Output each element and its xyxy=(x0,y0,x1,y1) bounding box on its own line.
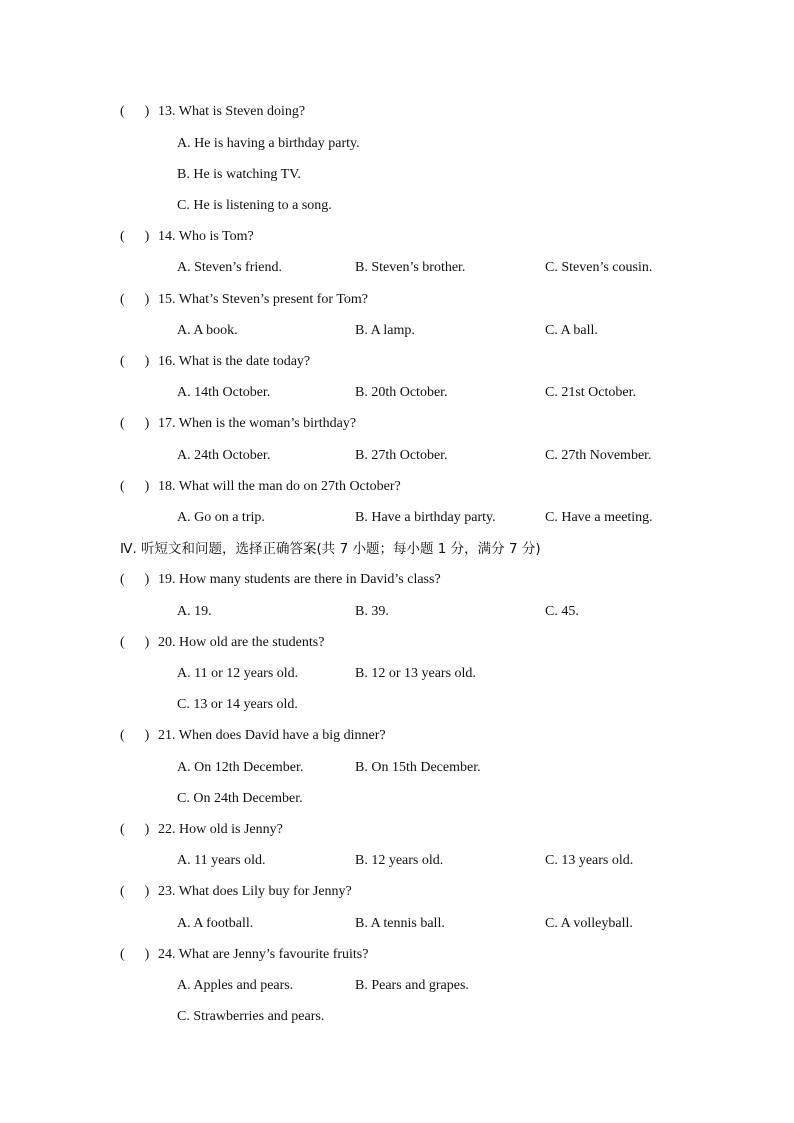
option-b: B. Pears and grapes. xyxy=(355,978,469,993)
option-a: A. A book. xyxy=(177,323,238,338)
answer-blank[interactable]: ( ) xyxy=(120,292,150,307)
option-b: B. On 15th December. xyxy=(355,760,481,775)
option-b: B. A tennis ball. xyxy=(355,916,445,931)
question-text: 19. How many students are there in David’s class? xyxy=(158,572,441,587)
option-a: A. 11 or 12 years old. xyxy=(177,666,299,681)
option-a: A. 19. xyxy=(177,604,212,619)
question-text: 18. What will the man do on 27th October? xyxy=(158,479,401,494)
question-text: 17. When is the woman’s birthday? xyxy=(158,416,357,431)
question-text: 15. What’s Steven’s present for Tom? xyxy=(158,292,369,307)
option-a: A. Go on a trip. xyxy=(177,510,265,525)
option-a: A. Steven’s friend. xyxy=(177,260,282,275)
question-text: 24. What are Jenny’s favourite fruits? xyxy=(158,947,369,962)
option-a: A. A football. xyxy=(177,916,254,931)
section-iv-title: Ⅳ. 听短文和问题，选择正确答案(共 7 小题；每小题 1 分，满分 7 分) xyxy=(120,541,541,557)
option-a: A. 11 years old. xyxy=(177,853,266,868)
option-c: C. 13 or 14 years old. xyxy=(177,697,298,712)
option-b: B. 20th October. xyxy=(355,385,448,400)
option-c: C. A ball. xyxy=(545,323,598,338)
option-a: A. He is having a birthday party. xyxy=(177,136,360,151)
option-b: B. Have a birthday party. xyxy=(355,510,496,525)
answer-blank[interactable]: ( ) xyxy=(120,635,150,650)
option-b: B. 39. xyxy=(355,604,389,619)
answer-blank[interactable]: ( ) xyxy=(120,884,150,899)
question-text: 16. What is the date today? xyxy=(158,354,311,369)
option-a: A. On 12th December. xyxy=(177,760,304,775)
option-c: C. He is listening to a song. xyxy=(177,198,332,213)
option-b: B. Steven’s brother. xyxy=(355,260,466,275)
option-c: C. 45. xyxy=(545,604,579,619)
question-text: 21. When does David have a big dinner? xyxy=(158,728,386,743)
option-c: C. Steven’s cousin. xyxy=(545,260,653,275)
question-text: 14. Who is Tom? xyxy=(158,229,254,244)
option-c: C. 21st October. xyxy=(545,385,636,400)
answer-blank[interactable]: ( ) xyxy=(120,947,150,962)
option-b: B. A lamp. xyxy=(355,323,415,338)
answer-blank[interactable]: ( ) xyxy=(120,728,150,743)
option-c: C. A volleyball. xyxy=(545,916,633,931)
answer-blank[interactable]: ( ) xyxy=(120,104,150,119)
option-b: B. He is watching TV. xyxy=(177,167,301,182)
option-a: A. 24th October. xyxy=(177,448,271,463)
option-b: B. 12 or 13 years old. xyxy=(355,666,476,681)
option-c: C. On 24th December. xyxy=(177,791,303,806)
option-c: C. Have a meeting. xyxy=(545,510,653,525)
question-text: 20. How old are the students? xyxy=(158,635,325,650)
question-text: 23. What does Lily buy for Jenny? xyxy=(158,884,352,899)
answer-blank[interactable]: ( ) xyxy=(120,822,150,837)
option-b: B. 27th October. xyxy=(355,448,448,463)
option-c: C. 13 years old. xyxy=(545,853,634,868)
option-c: C. 27th November. xyxy=(545,448,652,463)
option-a: A. 14th October. xyxy=(177,385,271,400)
answer-blank[interactable]: ( ) xyxy=(120,416,150,431)
option-c: C. Strawberries and pears. xyxy=(177,1009,325,1024)
answer-blank[interactable]: ( ) xyxy=(120,229,150,244)
answer-blank[interactable]: ( ) xyxy=(120,572,150,587)
option-a: A. Apples and pears. xyxy=(177,978,294,993)
option-b: B. 12 years old. xyxy=(355,853,444,868)
question-text: 13. What is Steven doing? xyxy=(158,104,306,119)
answer-blank[interactable]: ( ) xyxy=(120,354,150,369)
answer-blank[interactable]: ( ) xyxy=(120,479,150,494)
question-text: 22. How old is Jenny? xyxy=(158,822,283,837)
